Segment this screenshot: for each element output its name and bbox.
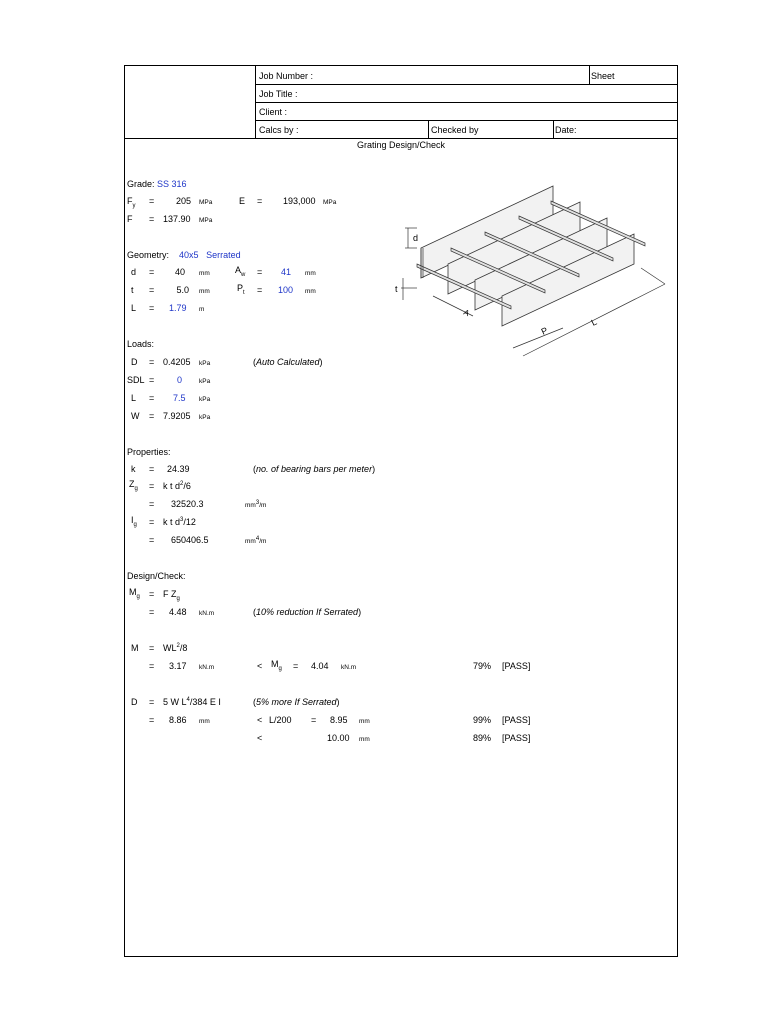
- loads-heading: Loads:: [127, 339, 155, 349]
- k-value: 24.39: [167, 464, 190, 474]
- grade-heading: Grade: SS 316: [127, 179, 187, 189]
- equals: =: [149, 303, 155, 313]
- moment-formula: $WL^2/8$: [163, 643, 188, 653]
- equals: =: [149, 607, 155, 617]
- mg-unit: kN.m: [199, 610, 215, 617]
- total-load-value: 7.9205: [163, 411, 191, 421]
- total-load-label: W: [131, 411, 140, 421]
- fy-label: $F_y$: [127, 196, 136, 209]
- aw-label: $A_w$: [235, 265, 246, 278]
- live-load-value: 7.5: [173, 393, 186, 403]
- dead-load-value: 0.4205: [163, 357, 191, 367]
- less-than: <: [257, 715, 263, 725]
- calcs-by-label: Calcs by :: [259, 125, 299, 135]
- pt-unit: mm: [305, 288, 316, 295]
- equals: =: [257, 285, 263, 295]
- deflection-limit1-unit: mm: [359, 718, 370, 725]
- e-unit: MPa: [323, 199, 337, 206]
- moment-ratio: 79%: [473, 661, 492, 671]
- geometry-size: 40x5: [179, 250, 199, 260]
- equals: =: [149, 697, 155, 707]
- equals: =: [149, 411, 155, 421]
- d-unit: mm: [199, 270, 210, 277]
- diagram-d-label: d: [413, 233, 419, 243]
- f-value: 137.90: [163, 214, 191, 224]
- moment-label: M: [131, 643, 139, 653]
- equals: =: [149, 267, 155, 277]
- checked-by-label: Checked by: [431, 125, 479, 135]
- f-label: F: [127, 214, 133, 224]
- k-note: (no. of bearing bars per meter): [253, 464, 376, 474]
- less-than: <: [257, 661, 263, 671]
- ig-value: 650406.5: [171, 535, 209, 545]
- job-number-label: Job Number :: [259, 71, 314, 81]
- e-value: 193,000: [283, 196, 316, 206]
- moment-value: 3.17: [169, 661, 187, 671]
- deflection-limit2-unit: mm: [359, 736, 370, 743]
- f-unit: MPa: [199, 217, 213, 224]
- deflection-limit2-value: 10.00: [327, 733, 350, 743]
- equals: =: [149, 517, 155, 527]
- equals: =: [311, 715, 317, 725]
- mg-formula: F $Z_g$: [163, 589, 180, 602]
- l-value: 1.79: [169, 303, 187, 313]
- equals: =: [293, 661, 299, 671]
- equals: =: [149, 481, 155, 491]
- equals: =: [149, 357, 155, 367]
- equals: =: [149, 499, 155, 509]
- sdl-value: 0: [177, 375, 183, 385]
- mg-label: $M_g$: [129, 587, 140, 600]
- deflection-value: 8.86: [169, 715, 187, 725]
- ig-label: $I_g$: [131, 515, 137, 528]
- geometry-heading: Geometry: 40x5 Serrated: [127, 250, 241, 260]
- diagram-aw-label: A: [462, 307, 471, 319]
- moment-status: [PASS]: [502, 661, 531, 671]
- l-unit: m: [199, 306, 205, 313]
- total-load-unit: kPa: [199, 414, 211, 421]
- equals: =: [257, 196, 263, 206]
- fy-unit: MPa: [199, 199, 213, 206]
- geometry-type: Serrated: [206, 250, 241, 260]
- equals: =: [149, 464, 155, 474]
- title-block: [125, 66, 677, 138]
- zg-unit: $mm^3/m$: [245, 499, 267, 509]
- d-value: 40: [174, 267, 185, 277]
- equals: =: [149, 643, 155, 653]
- d-label: d: [131, 267, 137, 277]
- equals: =: [149, 589, 155, 599]
- equals: =: [149, 535, 155, 545]
- date-label: Date:: [555, 125, 577, 135]
- deflection-formula: 5 W $L^4/384$ E I: [163, 697, 221, 707]
- equals: =: [149, 285, 155, 295]
- e-label: E: [239, 196, 246, 206]
- less-than: <: [257, 733, 263, 743]
- sdl-unit: kPa: [199, 378, 211, 385]
- moment-capacity-unit: kN.m: [341, 664, 357, 671]
- deflection-status1: [PASS]: [502, 715, 531, 725]
- dead-load-label: D: [131, 357, 138, 367]
- equals: =: [149, 715, 155, 725]
- mg-note: (10% reduction If Serrated): [253, 607, 362, 617]
- sheet-title: Grating Design/Check: [356, 140, 446, 150]
- zg-formula: k t $d^2/6$: [163, 481, 191, 491]
- diagram-l-label: L: [589, 316, 599, 328]
- deflection-limit1-label: L/200: [269, 715, 292, 725]
- pt-label: $P_t$: [237, 283, 245, 296]
- zg-value: 32520.3: [171, 499, 204, 509]
- deflection-note: (5% more If Serrated): [253, 697, 340, 707]
- deflection-ratio1: 99%: [473, 715, 492, 725]
- deflection-status2: [PASS]: [502, 733, 531, 743]
- deflection-ratio2: 89%: [473, 733, 492, 743]
- deflection-limit1-value: 8.95: [330, 715, 348, 725]
- moment-capacity-value: 4.04: [311, 661, 329, 671]
- sheet-label: Sheet: [591, 71, 615, 81]
- fy-value: 205: [175, 196, 191, 206]
- grating-diagram: [393, 178, 673, 358]
- equals: =: [149, 196, 155, 206]
- design-heading: Design/Check:: [127, 571, 186, 581]
- equals: =: [149, 375, 155, 385]
- dead-load-note: (Auto Calculated): [253, 357, 323, 367]
- equals: =: [149, 393, 155, 403]
- moment-unit: kN.m: [199, 664, 215, 671]
- aw-unit: mm: [305, 270, 316, 277]
- k-label: k: [131, 464, 136, 474]
- live-load-unit: kPa: [199, 396, 211, 403]
- mg-value: 4.48: [169, 607, 187, 617]
- job-title-label: Job Title :: [259, 89, 298, 99]
- calculation-sheet: [124, 65, 678, 957]
- ig-formula: k t $d^3/12$: [163, 517, 196, 527]
- l-label: L: [131, 303, 137, 313]
- client-label: Client :: [259, 107, 288, 117]
- moment-capacity-label: $M_g$: [271, 659, 282, 672]
- ig-unit: $mm^4/m$: [245, 535, 267, 545]
- deflection-unit: mm: [199, 718, 210, 725]
- diagram-pt-label: P: [539, 325, 550, 337]
- equals: =: [257, 267, 263, 277]
- equals: =: [149, 661, 155, 671]
- t-unit: mm: [199, 288, 210, 295]
- aw-value: 41: [281, 267, 292, 277]
- diagram-t-label: t: [395, 284, 398, 294]
- t-value: 5.0: [176, 285, 189, 295]
- properties-heading: Properties:: [127, 447, 171, 457]
- zg-label: $Z_g$: [129, 479, 138, 492]
- t-label: t: [131, 285, 134, 295]
- dead-load-unit: kPa: [199, 360, 211, 367]
- live-load-label: L: [131, 393, 137, 403]
- sdl-label: SDL: [127, 375, 145, 385]
- deflection-label: D: [131, 697, 138, 707]
- pt-value: 100: [278, 285, 294, 295]
- equals: =: [149, 214, 155, 224]
- grade-value: SS 316: [157, 179, 187, 189]
